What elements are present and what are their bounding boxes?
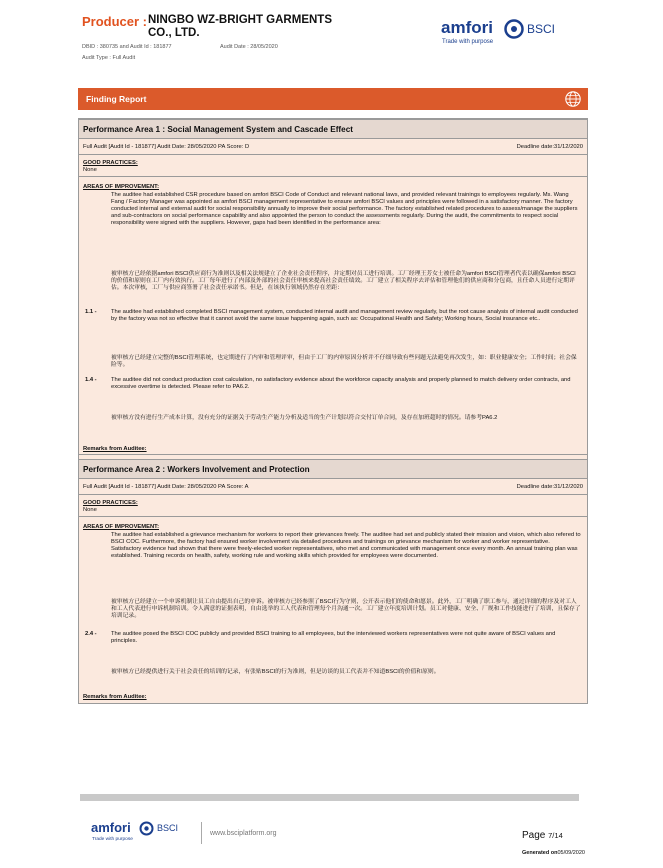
findings-panel xyxy=(78,118,588,704)
remarks-label: Remarks from Auditee: xyxy=(83,694,147,700)
deadline-date: Deadline date:31/12/2020 xyxy=(516,144,583,150)
page-label: Page xyxy=(522,830,546,841)
good-practices-row xyxy=(79,495,587,517)
footer-logo-tagline: Trade with purpose xyxy=(92,837,133,842)
performance-area-header xyxy=(79,459,587,479)
finding-report-bar xyxy=(78,88,588,110)
generated-on xyxy=(522,850,585,856)
dbid-line: DBID : 380735 and Audit Id : 181877 xyxy=(82,44,172,50)
finding-text-en: The auditee had established completed BSCI management system, conducted internal audit and management review regularly, but the root cause analysis of internal audit conducted by the factory was not so effective that it cannot avoid the same issue happening again, such as: Occupational Health and Safety; Working hours, Social insurance etc.. xyxy=(111,309,578,323)
amfori-circle-icon xyxy=(139,821,154,836)
audit-type: Audit Type : Full Audit xyxy=(82,55,136,61)
good-practices-label: GOOD PRACTICES: xyxy=(83,500,138,506)
areas-of-improvement-label: AREAS OF IMPROVEMENT: xyxy=(83,524,160,530)
finding-text-cn: 被审核方没有进行生产成本计算，没有充分的证据关于劳动生产能力分析及适当的生产计划以符合交付订单合同，及存在加班超时的情况。请参考PA6.2 xyxy=(111,415,498,421)
improvement-intro-en: The auditee had established a grievance mechanism for workers to report their grievances freely. The auditee had set and publicly stated their mission and vision, which also refered to BSCI COC. Furthermore, the factory had ensured worker involvement via detailed procedures and trainings on grievance mechanism for worker and worker representative. Satisfactory evidence had shown that there were freely-elected worker representatives, who met and communicated with management once every month. An annual training plan was established. Training records on health, safety, working rule and working skills which provided for employees were documented. xyxy=(111,532,581,560)
logo-text: amfori xyxy=(441,18,493,37)
finding-report-title: Finding Report xyxy=(86,94,147,104)
logo-bsci: BSCI xyxy=(527,22,556,36)
amfori-logo xyxy=(441,18,561,50)
amfori-circle-icon xyxy=(504,19,524,39)
finding-number: 1.4 - xyxy=(85,377,97,383)
footer-url: www.bsciplatform.org xyxy=(210,830,277,837)
footer-logo-bsci: BSCI xyxy=(157,823,179,833)
audit-info: Full Audit [Audit Id - 181877] Audit Date: 28/05/2020 PA Score: D xyxy=(83,144,250,150)
improvement-intro-cn: 被审核方已经建立一个申诉机制让员工自由提出自己的申诉。被审核方已经参照了BSCI行为守则，公开表示他们的使命和愿景。此外，工厂明确了职工参与，通过详细的程序及对工人和工人代表进行申诉机制培训。令人满意的证据表明，自由选举的工人代表和管理每个月沟通一次。工厂建立年度培训计划。员工对健康、安全、厂规和工作技能进行了培训，且保存了培训记录。 xyxy=(111,599,581,620)
producer-name: NINGBO WZ-BRIGHT GARMENTS CO., LTD. xyxy=(148,14,332,39)
finding-text-cn: 被审核方已经建立完整的BSCI管理系统，也定期进行了内审和管理评审，但由于工厂的内审原因分析并不仔细导致有些问题无法避免再次发生，如：职业健康安全；工作时间；社会保险等。 xyxy=(111,355,577,369)
audit-info-row xyxy=(79,479,587,495)
good-practices-row xyxy=(79,155,587,177)
generated-date: 05/09/2020 xyxy=(557,850,585,856)
page-value: 7/14 xyxy=(548,831,563,840)
remarks-row xyxy=(79,441,587,455)
footer-divider xyxy=(201,822,202,844)
footer-logo-text: amfori xyxy=(91,820,131,835)
improvement-intro-en: The auditee had established CSR procedure based on amfori BSCI Code of Conduct and relevant national laws, and provided relevant trainings to employees regularly. Ms. Wang Fang / Factory Manager was appointed as amfori BSCI management representative to ensure amfori BSCI values and principles were followed in a satisfactory manner. The factory conducted internal and external audit for social responsibility annually to improve their social performance. The factory established related procedures to assess/manage the suppliers and sub-contractors on social performance capability and also appointed the person to conduct the assessments regularly. During the audit, the commitments to respect social responsibility were signed with the suppliers. However, gaps had been identified in the performance area: xyxy=(111,192,578,227)
audit-info: Full Audit [Audit Id - 181877] Audit Date: 28/05/2020 PA Score: A xyxy=(83,484,249,490)
deadline-date: Deadline date:31/12/2020 xyxy=(516,484,583,490)
finding-number: 1.1 - xyxy=(85,309,97,315)
logo-tagline: Trade with purpose xyxy=(442,39,494,45)
remarks-row xyxy=(79,689,587,703)
finding-text-cn: 被审核方已经提供进行关于社会责任的培训的记录，有张贴BSCI的行为准则，但是访谈的员工代表并不知道BSCI的价值和原则。 xyxy=(111,669,440,675)
improvement-intro-cn: 被审核方已经依据amfori BSCI供应商行为准则以及相关法规建立了企业社会责任程序，并定期对员工进行培训。工厂经理王芳女士被任命为amfori BSCI管理者代表以确保amfori BSCI的价值和原则在工厂内有效执行。工厂每年进行了内部及外部的社会责任审核来提高社会责任绩效。工厂建立了相关程序去评估和管理他们的供应商和分包商，且任命人员进行定期评估。本次审核，工厂与供应商签署了社会责任承诺书。但是，在该执行领域仍然存在差距： xyxy=(111,271,576,292)
good-practices-label: GOOD PRACTICES: xyxy=(83,160,138,166)
performance-area-title: Performance Area 1 : Social Management System and Cascade Effect xyxy=(83,125,353,134)
areas-of-improvement-label: AREAS OF IMPROVEMENT: xyxy=(83,184,160,190)
remarks-label: Remarks from Auditee: xyxy=(83,446,147,452)
performance-area-header xyxy=(79,119,587,139)
audit-date: Audit Date : 28/05/2020 xyxy=(220,44,278,50)
globe-icon xyxy=(564,90,582,108)
audit-info-row xyxy=(79,139,587,155)
page-number xyxy=(522,830,563,841)
producer-label: Producer : xyxy=(82,14,148,29)
finding-number: 2.4 - xyxy=(85,631,97,637)
generated-label: Generated on xyxy=(522,850,558,856)
performance-area-title: Performance Area 2 : Workers Involvement and Protection xyxy=(83,465,310,474)
footer-amfori-logo xyxy=(91,820,191,848)
finding-text-en: The auditee posed the BSCI COC publicly and provided BSCI training to all employees, but the interviewed workers representatives were not quite aware of BSCI values and principles. xyxy=(111,631,556,645)
good-practices-value: None xyxy=(83,167,97,173)
finding-text-en: The auditee did not conduct production cost calculation, no satisfactory evidence about the workforce capacity analysis and properly planned to match delivery order contracts, and excessive overtime is detected. Please refer to PA6.2. xyxy=(111,377,571,391)
footer-rule xyxy=(80,794,579,801)
good-practices-value: None xyxy=(83,507,97,513)
